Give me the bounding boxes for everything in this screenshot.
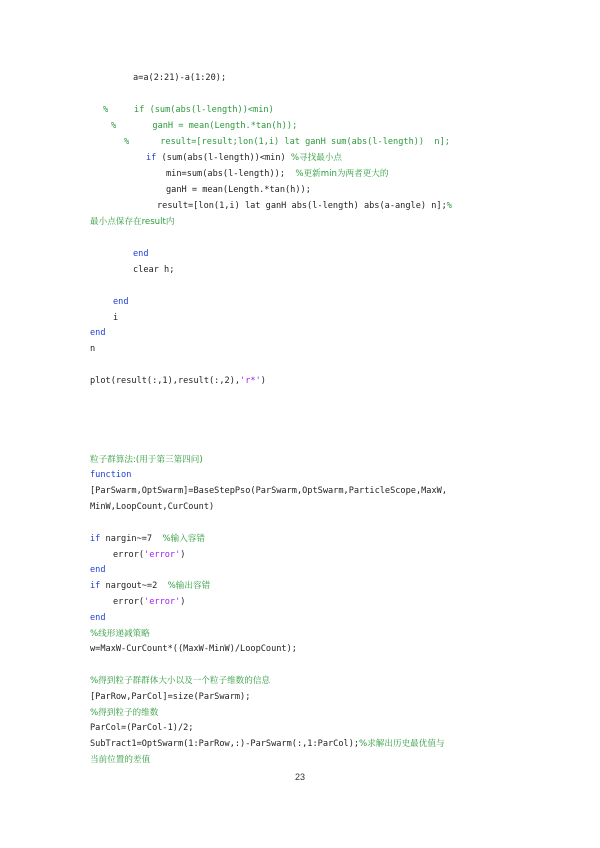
code-comment: %输入容错 (162, 534, 205, 544)
code-line (133, 72, 226, 84)
code-comment: %得到粒子群群体大小以及一个粒子维数的信息 (90, 676, 271, 686)
code-comment: %得到粒子的维数 (90, 708, 159, 718)
code-keyword: end (90, 613, 106, 623)
code-comment: %输出容错 (167, 581, 211, 591)
code-text: (sum(abs(l-length))<min) (156, 153, 291, 163)
code-keyword: if (90, 534, 101, 544)
code-line (133, 264, 174, 276)
code-text: w=MaxW-CurCount*((MaxW-MinW)/LoopCount); (90, 644, 297, 654)
code-comment: % if (sum(abs(l-length))<min) (103, 105, 274, 115)
code-comment: %线形递减策略 (90, 629, 150, 639)
code-line (166, 184, 311, 196)
code-text: [ParRow,ParCol]=size(ParSwarm); (90, 692, 251, 702)
code-keyword: end (133, 249, 149, 259)
code-comment: % (446, 201, 452, 211)
code-comment: %寻找最小点 (290, 153, 343, 163)
code-line (90, 738, 445, 750)
code-text: [ParSwarm,OptSwarm]=BaseStepPso(ParSwarm,OptSwarm,ParticleScope,MaxW, (90, 486, 447, 496)
code-line (90, 533, 205, 545)
code-line (166, 168, 388, 180)
code-line (113, 312, 118, 324)
code-string: 'error' (144, 550, 181, 560)
code-text: plot(result(:,1),result(:,2), (90, 376, 241, 386)
code-keyword: if (146, 153, 157, 163)
code-text: nargin~=7 (100, 534, 163, 544)
code-keyword: end (90, 565, 106, 575)
code-line (103, 104, 274, 116)
code-text: nargout~=2 (100, 581, 168, 591)
code-text: error( (113, 597, 145, 607)
code-line (111, 120, 297, 132)
code-line (90, 501, 214, 513)
code-line (90, 628, 150, 640)
code-line (90, 454, 203, 466)
code-comment: % result=[result;lon(1,i) lat ganH sum(abs(l-length)) n]; (124, 137, 450, 147)
code-line (133, 248, 149, 260)
code-text: a=a(2:21)-a(1:20); (133, 73, 227, 83)
page-number: 23 (294, 772, 305, 782)
code-line (113, 549, 185, 561)
code-line (124, 136, 450, 148)
code-line (90, 707, 158, 719)
code-text: i (113, 313, 119, 323)
code-text: ) (180, 550, 186, 560)
code-text: ParCol=(ParCol-1)/2; (90, 723, 194, 733)
code-text: error( (113, 550, 145, 560)
code-line (90, 375, 266, 387)
code-line (90, 691, 250, 703)
code-text: SubTract1=OptSwarm(1:ParRow,:)-ParSwarm(:,1:ParCol); (90, 739, 360, 749)
code-keyword: function (90, 470, 132, 480)
code-comment: 粒子群算法:(用于第三第四问) (90, 455, 203, 465)
code-line (113, 296, 129, 308)
code-line (90, 216, 174, 228)
code-line (90, 580, 210, 592)
code-line (90, 722, 193, 734)
code-text: MinW,LoopCount,CurCount) (90, 502, 215, 512)
code-comment: %求解出历史最优值与 (359, 739, 445, 749)
code-line (90, 643, 297, 655)
code-line (146, 152, 342, 164)
code-line (90, 343, 95, 355)
code-string: 'error' (144, 597, 181, 607)
code-keyword: end (113, 297, 129, 307)
code-text: n (90, 344, 96, 354)
code-text: clear h; (133, 265, 175, 275)
code-text: min=sum(abs(l-length)); (166, 169, 296, 179)
code-text: ) (260, 376, 266, 386)
code-line (90, 564, 106, 576)
code-text: ganH = mean(Length.*tan(h)); (166, 185, 311, 195)
code-line (90, 485, 447, 497)
code-comment: 最小点保存在result内 (90, 217, 175, 227)
code-line (90, 754, 150, 766)
code-line (113, 596, 185, 608)
code-line (90, 469, 131, 481)
code-line (157, 200, 452, 212)
code-comment: 当前位置的差值 (90, 755, 151, 765)
code-line (90, 612, 106, 624)
code-comment: %更新min为两者更大的 (295, 169, 389, 179)
code-line (90, 327, 106, 339)
code-comment: % ganH = mean(Length.*tan(h)); (111, 121, 298, 131)
code-text: result=[lon(1,i) lat ganH abs(l-length) abs(a-angle) n]; (157, 201, 447, 211)
code-keyword: if (90, 581, 101, 591)
code-string: 'r*' (240, 376, 261, 386)
code-keyword: end (90, 328, 106, 338)
code-text: ) (180, 597, 186, 607)
code-line (90, 675, 270, 687)
